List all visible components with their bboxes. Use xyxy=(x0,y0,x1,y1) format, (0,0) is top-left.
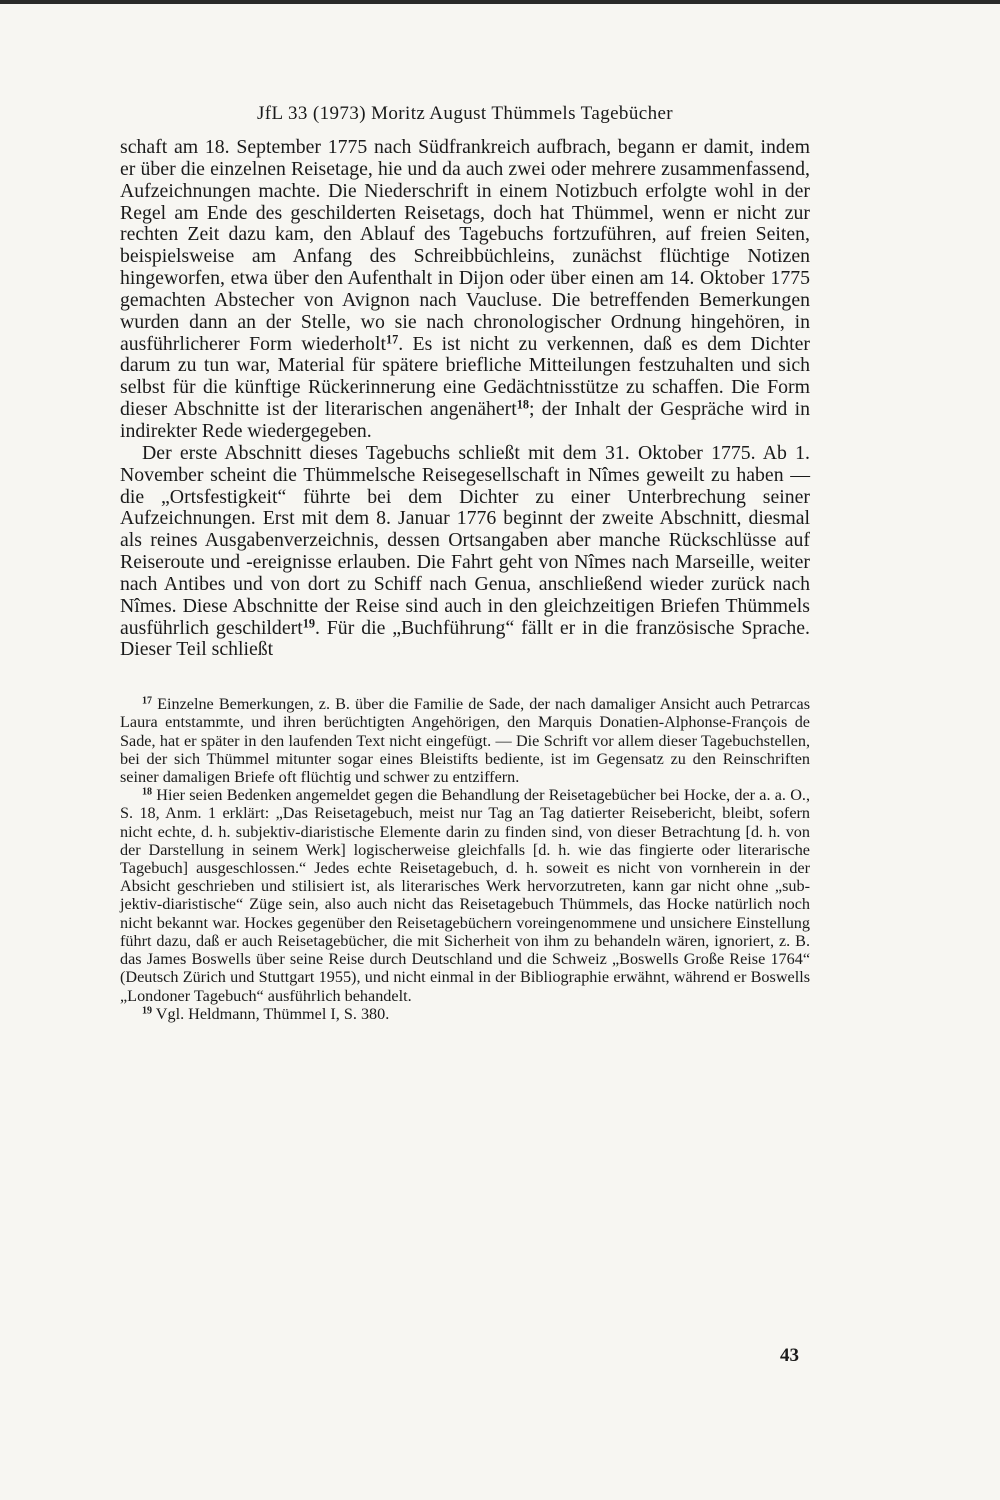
footnote-ref-18[interactable]: 18 xyxy=(516,397,530,412)
footnote-text: Hier seien Bedenken angemeldet gegen die Behandlung der Reisetagebücher bei Hocke, der a. a. O., S. 18, Anm. 1 erklärt: „Das Reisetagebuch, meist nur Tag an Tag datierter Reisebericht, bleibt, sofern nicht echte, d. h. subjektiv-diaristische Elemente darin zu finden sind, von dieser Betrachtung [d. h. von der Darstellung in seinem Werk] logischerweise gleichfalls [d. h. wie das fingierte oder literarische Tagebuch] ausgeschlossen.“ Jedes echte Reisetagebuch, d. h. soweit es nicht von vornherein in der Absicht geschrieben und stilisiert ist, als literarisches Werk hervorzutreten, kann gar nicht ohne „subjektiv-diaristische“ Züge sein, also auch nicht das Reisetagebuch Thümmels, das Hocke natürlich noch nicht bekannt war. Hockes gegenüber den Reisetagebüchern voreingenommene und unsichere Einstellung führt dazu, daß er auch Reisetagebücher, die mit Sicherheit von ihm zu behandeln wären, ignoriert, z. B. das James Boswells über seine Reise durch Deutschland und die Schweiz „Boswells Große Reise 1764“ (Deutsch Zürich und Stuttgart 1955), und nicht einmal in der Bibliographie erwähnt, während er Boswells „Londoner Tagebuch“ ausführlich behandelt. xyxy=(120,786,810,1005)
paragraph-1-part-a: schaft am 18. September 1775 nach Südfrankreich aufbrach, begann er damit, indem er über die einzelnen Reisetage, hie und da auch zwei oder mehrere zusammenfassend, Aufzeichnungen machte. Die Niederschrift in einem Notizbuch erfolgte wohl in der Regel am Ende des geschilderten Reisetags, doch hat Thümmel, wenn er nicht zur rechten Zeit dazu kam, den Ablauf des Tagebuchs fortzuführen, auf freien Seiten, beispielsweise am Anfang des Schreibbüchleins, zunächst flüchtige Notizen hingeworfen, etwa über den Aufenthalt in Dijon oder über einen am 14. Oktober 1775 gemachten Abstecher von Avignon nach Vaucluse. Die betreffenden Bemerkungen wurden dann an der Stelle, wo sie nach chronologischer Ordnung hingehören, in ausführlicherer Form wiederholt xyxy=(120,136,810,355)
paragraph-1 xyxy=(120,137,810,443)
footnote-text: Einzelne Bemerkungen, z. B. über die Familie de Sade, der nach damaliger Ansicht auch Petrarcas Laura entstammte, und ihren berüchtigten Angehörigen, den Marquis Donatien-Alphonse-François de Sade, hat er später in den laufenden Text nicht eingefügt. — Die Schrift vor allem dieser Tagebuchstellen, bei der sich Thümmel mitunter sogar eines Bleistifts bediente, ist im Gegensatz zu den Reinschriften seiner damaligen Briefe oft flüchtig und schwer zu entziffern. xyxy=(120,695,810,787)
page-content xyxy=(120,95,810,1023)
paragraph-2 xyxy=(120,443,810,661)
footnote-number: 17 xyxy=(142,695,153,707)
footnotes xyxy=(120,695,810,1023)
footnote-number: 19 xyxy=(142,1005,153,1017)
paragraph-2-part-a: Der erste Abschnitt dieses Tagebuchs schließt mit dem 31. Oktober 1775. Ab 1. November scheint die Thümmelsche Reisegesellschaft in Nîmes geweilt zu haben — die „Ortsfestigkeit“ führte bei dem Dichter zu einer Unterbrechung seiner Aufzeichnungen. Erst mit dem 8. Januar 1776 beginnt der zweite Abschnitt, diesmal als reines Ausgabenverzeichnis, dessen Ortsangaben aber manche Rückschlüsse auf Reiseroute und -ereignisse erlauben. Die Fahrt geht von Nîmes nach Marseille, weiter nach Antibes und von dort zu Schiff nach Genua, anschließend wieder zurück nach Nîmes. Diese Abschnitte der Reise sind auch in den gleichzeitigen Briefen Thümmels ausführlich geschildert xyxy=(120,441,810,639)
footnote-17 xyxy=(120,695,810,786)
paragraph-2-part-b: . Für die „Buchführung“ fällt er in die französische Sprache. Dieser Teil schließt xyxy=(120,616,810,661)
footnote-ref-19[interactable]: 19 xyxy=(302,615,315,630)
top-border-line xyxy=(0,0,1000,4)
footnote-text: Vgl. Heldmann, Thümmel I, S. 380. xyxy=(152,1004,390,1023)
footnote-19 xyxy=(120,1005,810,1023)
page-number: 43 xyxy=(780,1345,799,1366)
running-head: JfL 33 (1973) Moritz August Thümmels Tagebücher xyxy=(256,103,674,124)
paragraph-1-part-b: . Es ist nicht zu verkennen, daß es dem Dichter darum zu tun war, Material für spätere briefliche Mitteilungen festzuhalten und sich selbst für die künftige Rückerinnerung eine Gedächtnisstütze zu schaffen. Die Form dieser Abschnitte ist der literarischen angenähert xyxy=(120,332,810,421)
paragraph-1-part-c: ; der Inhalt der Gespräche wird in indirekter Rede wiedergegeben. xyxy=(120,398,810,442)
footnote-ref-17[interactable]: 17 xyxy=(385,331,399,346)
footnote-18 xyxy=(120,786,810,1004)
body-text xyxy=(120,137,810,661)
footnote-number: 18 xyxy=(142,786,153,798)
